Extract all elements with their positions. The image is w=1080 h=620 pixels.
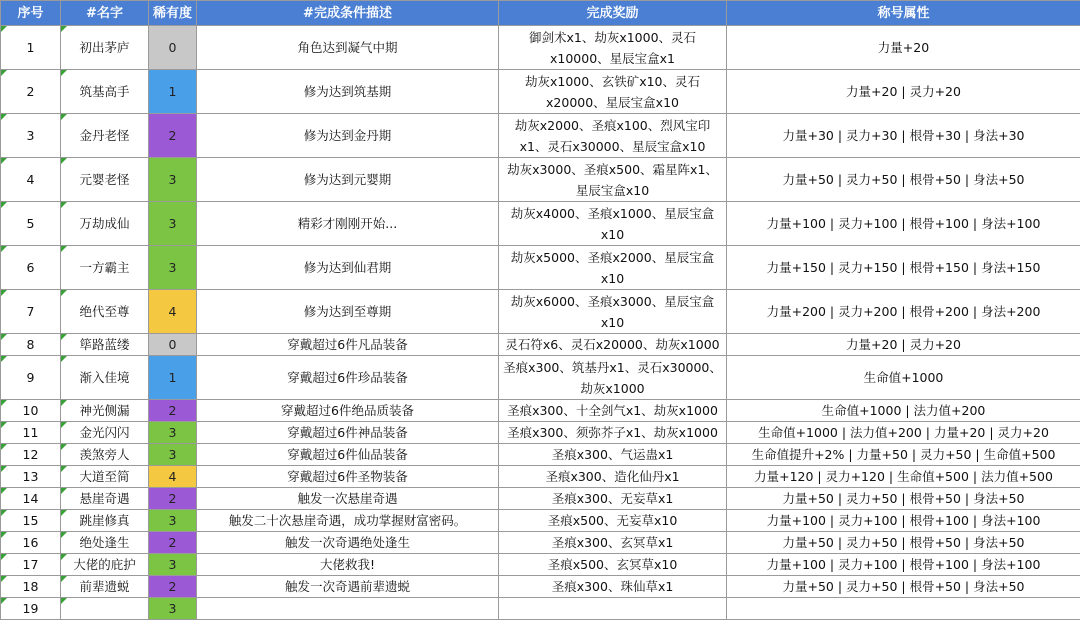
cell-name[interactable]: 绝代至尊 [61,290,149,334]
cell-name[interactable]: 筚路蓝缕 [61,334,149,356]
table-row [1,400,1080,422]
cell-index[interactable]: 14 [1,488,61,510]
cell-condition[interactable]: 触发一次奇遇前辈遗蜕 [197,576,499,598]
cell-attribute[interactable]: 力量+150 | 灵力+150 | 根骨+150 | 身法+150 [727,246,1080,290]
cell-condition[interactable]: 精彩才刚刚开始... [197,202,499,246]
cell-name[interactable] [61,598,149,620]
cell-rarity[interactable]: 3 [149,158,197,202]
cell-condition[interactable]: 角色达到凝气中期 [197,26,499,70]
table-row [1,114,1080,158]
cell-reward[interactable]: 灵石符x6、灵石x20000、劫灰x1000 [499,334,727,356]
cell-name[interactable]: 初出茅庐 [61,26,149,70]
cell-rarity[interactable]: 2 [149,400,197,422]
cell-name[interactable]: 金丹老怪 [61,114,149,158]
header-name[interactable]: #名字 [61,1,149,26]
table-row [1,532,1080,554]
cell-condition[interactable]: 触发一次悬崖奇遇 [197,488,499,510]
cell-condition[interactable]: 触发一次奇遇绝处逢生 [197,532,499,554]
cell-rarity[interactable]: 3 [149,510,197,532]
cell-attribute[interactable]: 生命值+1000 | 法力值+200 [727,400,1080,422]
cell-condition[interactable]: 修为达到金丹期 [197,114,499,158]
cell-rarity[interactable]: 2 [149,488,197,510]
cell-reward[interactable]: 圣痕x300、筑基丹x1、灵石x30000、劫灰x1000 [499,356,727,400]
cell-rarity[interactable]: 3 [149,444,197,466]
header-attribute[interactable]: 称号属性 [727,1,1080,26]
table-row [1,422,1080,444]
table-row [1,598,1080,620]
cell-index[interactable]: 1 [1,26,61,70]
cell-attribute[interactable]: 力量+50 | 灵力+50 | 根骨+50 | 身法+50 [727,532,1080,554]
cell-condition[interactable]: 穿戴超过6件神品装备 [197,422,499,444]
table-row [1,488,1080,510]
cell-attribute[interactable]: 力量+120 | 灵力+120 | 生命值+500 | 法力值+500 [727,466,1080,488]
cell-attribute[interactable] [727,598,1080,620]
cell-name[interactable]: 金光闪闪 [61,422,149,444]
cell-index[interactable]: 3 [1,114,61,158]
table-row [1,334,1080,356]
cell-rarity[interactable]: 2 [149,532,197,554]
cell-reward[interactable]: 劫灰x6000、圣痕x3000、星辰宝盒x10 [499,290,727,334]
cell-attribute[interactable]: 生命值+1000 [727,356,1080,400]
table-row [1,554,1080,576]
cell-rarity[interactable]: 3 [149,554,197,576]
cell-rarity[interactable]: 3 [149,246,197,290]
cell-name[interactable]: 一方霸主 [61,246,149,290]
table-row [1,444,1080,466]
table-row [1,510,1080,532]
cell-index[interactable]: 11 [1,422,61,444]
cell-name[interactable]: 绝处逢生 [61,532,149,554]
cell-index[interactable]: 4 [1,158,61,202]
cell-reward[interactable] [499,598,727,620]
cell-name[interactable]: 悬崖奇遇 [61,488,149,510]
table-row [1,26,1080,70]
cell-attribute[interactable]: 生命值+1000 | 法力值+200 | 力量+20 | 灵力+20 [727,422,1080,444]
cell-index[interactable]: 8 [1,334,61,356]
cell-index[interactable]: 6 [1,246,61,290]
cell-rarity[interactable]: 4 [149,290,197,334]
cell-rarity[interactable]: 2 [149,576,197,598]
table-row [1,290,1080,334]
cell-condition[interactable]: 大佬救我! [197,554,499,576]
cell-rarity[interactable]: 3 [149,202,197,246]
cell-reward[interactable]: 劫灰x5000、圣痕x2000、星辰宝盒x10 [499,246,727,290]
cell-reward[interactable]: 圣痕x300、十全剑气x1、劫灰x1000 [499,400,727,422]
header-index[interactable]: 序号 [1,1,61,26]
cell-condition[interactable]: 穿戴超过6件凡品装备 [197,334,499,356]
cell-rarity[interactable]: 3 [149,422,197,444]
header-rarity[interactable]: 稀有度 [149,1,197,26]
cell-attribute[interactable]: 生命值提升+2% | 力量+50 | 灵力+50 | 生命值+500 [727,444,1080,466]
cell-reward[interactable]: 御剑术x1、劫灰x1000、灵石x10000、星辰宝盒x1 [499,26,727,70]
cell-rarity[interactable]: 2 [149,114,197,158]
cell-name[interactable]: 神光侧漏 [61,400,149,422]
cell-name[interactable]: 羡煞旁人 [61,444,149,466]
table-row [1,202,1080,246]
cell-rarity[interactable]: 1 [149,70,197,114]
cell-index[interactable]: 19 [1,598,61,620]
cell-rarity[interactable]: 4 [149,466,197,488]
cell-reward[interactable]: 圣痕x300、无妄草x1 [499,488,727,510]
header-condition[interactable]: #完成条件描述 [197,1,499,26]
cell-index[interactable]: 10 [1,400,61,422]
cell-index[interactable]: 5 [1,202,61,246]
cell-condition[interactable]: 修为达到仙君期 [197,246,499,290]
cell-name[interactable]: 元婴老怪 [61,158,149,202]
cell-index[interactable]: 7 [1,290,61,334]
cell-reward[interactable]: 圣痕x300、玄冥草x1 [499,532,727,554]
cell-name[interactable]: 万劫成仙 [61,202,149,246]
table-row [1,356,1080,400]
cell-name[interactable]: 大道至简 [61,466,149,488]
cell-index[interactable]: 12 [1,444,61,466]
cell-index[interactable]: 15 [1,510,61,532]
cell-condition[interactable] [197,598,499,620]
cell-name[interactable]: 渐入佳境 [61,356,149,400]
cell-reward[interactable]: 劫灰x1000、玄铁矿x10、灵石x20000、星辰宝盒x10 [499,70,727,114]
cell-attribute[interactable]: 力量+50 | 灵力+50 | 根骨+50 | 身法+50 [727,488,1080,510]
cell-attribute[interactable]: 力量+20 | 灵力+20 [727,334,1080,356]
cell-attribute[interactable]: 力量+30 | 灵力+30 | 根骨+30 | 身法+30 [727,114,1080,158]
table-row [1,246,1080,290]
cell-reward[interactable]: 圣痕x500、玄冥草x10 [499,554,727,576]
cell-condition[interactable]: 穿戴超过6件圣物装备 [197,466,499,488]
cell-reward[interactable]: 圣痕x300、珠仙草x1 [499,576,727,598]
cell-reward[interactable]: 圣痕x300、须弥芥子x1、劫灰x1000 [499,422,727,444]
table-row [1,576,1080,598]
cell-attribute[interactable]: 力量+200 | 灵力+200 | 根骨+200 | 身法+200 [727,290,1080,334]
cell-reward[interactable]: 圣痕x500、无妄草x10 [499,510,727,532]
cell-index[interactable]: 17 [1,554,61,576]
cell-rarity[interactable]: 3 [149,598,197,620]
cell-reward[interactable]: 圣痕x300、气运蛊x1 [499,444,727,466]
cell-name[interactable]: 跳崖修真 [61,510,149,532]
cell-name[interactable]: 筑基高手 [61,70,149,114]
cell-index[interactable]: 18 [1,576,61,598]
cell-index[interactable]: 9 [1,356,61,400]
header-row [1,1,1080,26]
table-row [1,70,1080,114]
cell-condition[interactable]: 修为达到至尊期 [197,290,499,334]
cell-index[interactable]: 16 [1,532,61,554]
cell-attribute[interactable]: 力量+100 | 灵力+100 | 根骨+100 | 身法+100 [727,554,1080,576]
cell-attribute[interactable]: 力量+20 | 灵力+20 [727,70,1080,114]
cell-reward[interactable]: 劫灰x4000、圣痕x1000、星辰宝盒x10 [499,202,727,246]
cell-attribute[interactable]: 力量+100 | 灵力+100 | 根骨+100 | 身法+100 [727,202,1080,246]
cell-rarity[interactable]: 0 [149,334,197,356]
cell-reward[interactable]: 劫灰x2000、圣痕x100、烈风宝印x1、灵石x30000、星辰宝盒x10 [499,114,727,158]
table-row [1,158,1080,202]
cell-index[interactable]: 2 [1,70,61,114]
table-row [1,466,1080,488]
cell-rarity[interactable]: 1 [149,356,197,400]
cell-attribute[interactable]: 力量+50 | 灵力+50 | 根骨+50 | 身法+50 [727,576,1080,598]
cell-attribute[interactable]: 力量+100 | 灵力+100 | 根骨+100 | 身法+100 [727,510,1080,532]
header-reward[interactable]: 完成奖励 [499,1,727,26]
cell-attribute[interactable]: 力量+50 | 灵力+50 | 根骨+50 | 身法+50 [727,158,1080,202]
cell-condition[interactable]: 修为达到筑基期 [197,70,499,114]
cell-reward[interactable]: 劫灰x3000、圣痕x500、霜星阵x1、星辰宝盒x10 [499,158,727,202]
cell-condition[interactable]: 穿戴超过6件绝品质装备 [197,400,499,422]
cell-reward[interactable]: 圣痕x300、造化仙丹x1 [499,466,727,488]
cell-attribute[interactable]: 力量+20 [727,26,1080,70]
cell-condition[interactable]: 穿戴超过6件仙品装备 [197,444,499,466]
cell-condition[interactable]: 触发二十次悬崖奇遇，成功掌握财富密码。 [197,510,499,532]
cell-rarity[interactable]: 0 [149,26,197,70]
cell-condition[interactable]: 修为达到元婴期 [197,158,499,202]
cell-condition[interactable]: 穿戴超过6件珍品装备 [197,356,499,400]
cell-index[interactable]: 13 [1,466,61,488]
cell-name[interactable]: 前辈遗蜕 [61,576,149,598]
cell-name[interactable]: 大佬的庇护 [61,554,149,576]
